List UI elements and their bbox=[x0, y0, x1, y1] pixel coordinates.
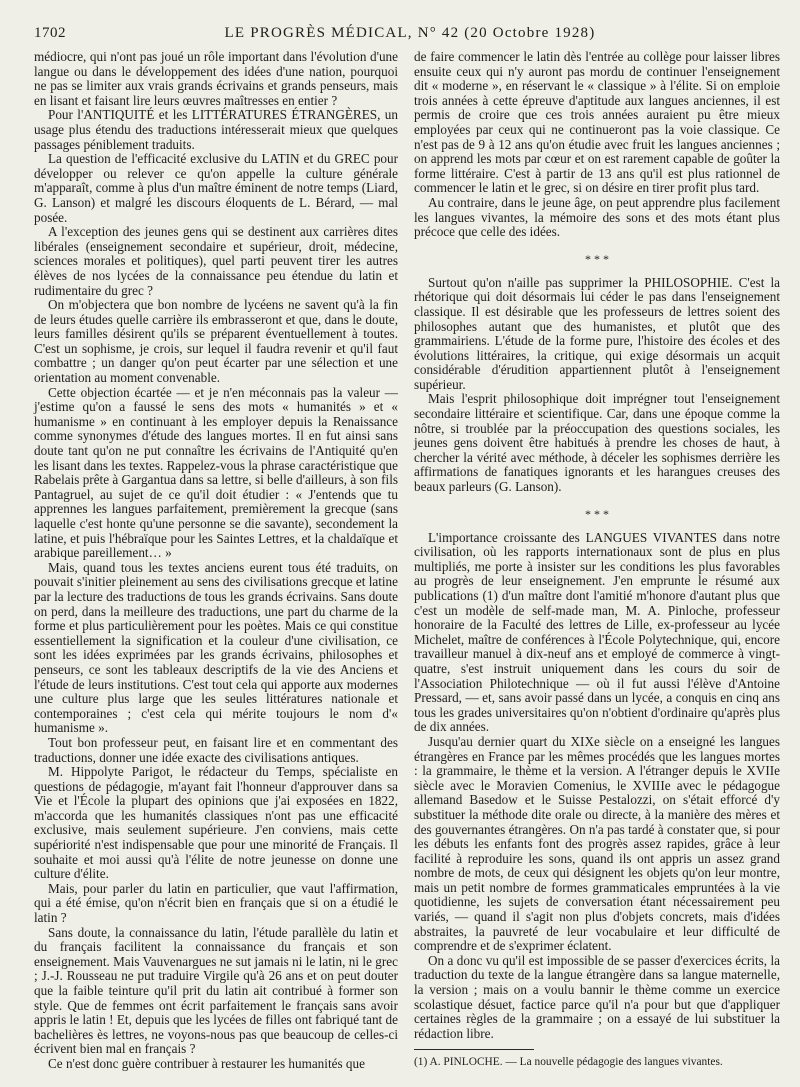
footnote: (1) A. PINLOCHE. — La nouvelle pédagogie des langues vivantes. bbox=[414, 1056, 723, 1069]
paragraph: Cette objection écartée — et je n'en méconnais pas la valeur — j'estime qu'on a faussé le sens des mots « humanités » et « humanisme » en continuant à les employer depuis la Renaissance comme synonymes d'étude des langues mortes. Il en fut ainsi sans doute tant qu'on ne put connaître les écrivains de l'Antiquité qu'en les lisant dans les textes. Rappelez-vous la phrase caractéristique que Rabelais prête à Gargantua dans sa lettre, si belle d'ailleurs, à son fils Pantagruel, au sujet de ce qu'il doit étudier : « J'entends que tu apprennes les langues parfaitement, premièrement la grecque (sans laquelle c'est honte qu'une personne se die savante), secondement la latine, et puis l'hébraïque pour les Saintes Lettres, et la chaldaïque et arabique pareillement… » bbox=[34, 384, 398, 561]
section-separator: * * * bbox=[585, 251, 609, 266]
paragraph: Tout bon professeur peut, en faisant lire et en commentant des traductions, donner une idée exacte des civilisations antiques. bbox=[34, 734, 398, 765]
paragraph: Mais, pour parler du latin en particulier, que vaut l'affirmation, qui a été émise, qu'on n'écrit bien en français que si on a étudié le latin ? bbox=[34, 880, 398, 926]
page-header bbox=[34, 20, 786, 46]
paragraph: de faire commencer le latin dès l'entrée au collège pour laisser libres ensuite ceux qui n'y auront pas mordu de continuer l'enseignement dit « moderne », en réservant le « classique » à l'élite. Si on emploie trois années à cette épreuve d'aptitude aux langues anciennes, il est permis de croire que ces trois années auraient pu être mieux employées par ceux qui ne continueront pas la voie classique. Ce n'est pas de 9 à 12 ans qu'on étudie avec fruit les langues anciennes ; on apprend les mots par cœur et on est rarement capable de goûter la forme littéraire. C'est à partir de 13 ans qu'il est plus rationnel de commencer le latin et le grec, si on désire en tirer profit plus tard. bbox=[414, 49, 780, 196]
paragraph: A l'exception des jeunes gens qui se destinent aux carrières dites libérales (enseignement secondaire et supérieur, droit, médecine, sciences morales et politiques), quel parti peuvent tirer les autres élèves de nos lycées de la connaissance peu étendue du latin et rudimentaire du grec ? bbox=[34, 224, 398, 298]
journal-title: LE PROGRÈS MÉDICAL, N° 42 (20 Octobre 1928) bbox=[224, 24, 596, 41]
paragraph: Mais, quand tous les textes anciens eurent tous été traduits, on pouvait s'initier pleinement au sens des civilisations grecque et latine par la lecture des traductions de tous les grands écrivains. Sans doute on perd, dans la meilleure des traductions, une part du charme de la forme et plus particulièrement pour les poètes. Mais ce qui constitue essentiellement la signification et la couleur d'une civilisation, ce sont les idées exprimées par les grands écrivains, philosophes et penseurs, ce sont les tableaux descriptifs de la vie des Anciens et l'étude de leurs institutions. C'est tout cela qui apporte aux modernes une culture plus large que les seules littératures nationale et contemporaines ; c'est cela qui mérite toujours le nom d'« humanisme ». bbox=[34, 559, 399, 736]
paragraph: Surtout qu'on n'aille pas supprimer la PHILOSOPHIE. C'est la rhétorique qui doit désormais lui céder le pas dans l'enseignement classique. Il est désirable que les professeurs de lettres soient des philosophes autant que des humanistes, et plutôt que des grammairiens. L'étude de la forme pure, l'histoire des écoles et des évolutions littéraires, la critique, qui exige désormais un acquit considérable d'érudition appartiennent plutôt à l'enseignement supérieur. bbox=[414, 274, 780, 392]
paragraph: Jusqu'au dernier quart du XIXe siècle on a enseigné les langues étrangères en France par les mêmes procédés que les langues mortes : la grammaire, le thème et la version. A l'étranger depuis le XVIIe siècle avec le Moravien Comenius, le XVIIIe avec le pédagogue allemand Basedow et le Suisse Pestalozzi, on s'était efforcé d'y substituer la méthode dite orale ou directe, à la manière des mères et des gouvernantes étrangères. On n'a pas tardé à constater que, si pour les débuts les enfants font des progrès assez rapides, grâce à leur facilité à reproduire les sons, quand ils ont appris un assez grand nombre de mots, de ceux qui désignent les objets qu'on leur montre, mais un petit nombre de formes grammaticales empruntées à la vie quotidienne, les sujets de conversation étant nécessairement peu variés, — quand il s'agit non plus d'objets concrets, mais d'idées abstraites, la pauvreté de leur vocabulaire et leur difficulté de comprendre et de s'exprimer éclatent. bbox=[414, 733, 780, 954]
paragraph: La question de l'efficacité exclusive du LATIN et du GREC pour développer ou relever ce qu'on appelle la culture générale m'apparaît, comme à plus d'un maître éminent de notre temps (Liard, G. Lanson) et malgré les discours éloquents de L. Bérard, — mal posée. bbox=[34, 151, 398, 225]
paragraph: Ce n'est donc guère contribuer à restaurer les humanités que bbox=[48, 1055, 365, 1071]
paragraph: Au contraire, dans le jeune âge, on peut apprendre plus facilement les langues vivantes, la mémoire des sons et des mots étant plus précoce que celle des idées. bbox=[414, 194, 780, 240]
page-number: 1702 bbox=[34, 24, 66, 41]
right-column bbox=[414, 50, 780, 1069]
paragraph: L'importance croissante des LANGUES VIVANTES dans notre civilisation, où les rapports internationaux sont de plus en plus multipliés, me porte à insister sur les conditions les plus favorables au progrès de leur enseignement. J'en emprunte le résumé aux publications (1) d'un maître dont l'amitié m'honore d'autant plus que c'est un modèle de self-made man, M. A. Pinloche, professeur honoraire de la Faculté des lettres de Lille, ex-professeur au lycée Michelet, maître de conférences à l'École Polytechnique, qui, encore travailleur manuel à dix-neuf ans et employé de commerce à vingt-quatre, s'est instruit uniquement dans les cours du soir de l'Association Philotechnique — où il fut aussi l'élève d'Antoine Pressard, — et, sans avoir passé dans un lycée, a conquis en cinq ans tous les grades universitaires qu'on n'obtient d'ordinaire qu'après plus de dix années. bbox=[414, 529, 780, 735]
paragraph: M. Hippolyte Parigot, le rédacteur du Temps, spécialiste en questions de pédagogie, m'ayant fait l'honneur d'approuver dans sa Vie et l'École la plupart des opinions que j'ai exposées en 1822, m'accorda que les humanités classiques n'ont pas une efficacité exclusive, mais seulement supérieure. J'en conviens, mais cette supériorité n'est indispensable que pour une minorité de Français. Il souhaite et moi aussi qu'à l'élite de notre jeunesse on donne une culture d'élite. bbox=[34, 764, 398, 882]
section-separator: * * * bbox=[585, 506, 609, 521]
paragraph: Sans doute, la connaissance du latin, l'étude parallèle du latin et du français facilitent la connaissance du français et son enseignement. Mais Vauvenargues ne sut jamais ni le latin, ni le grec ; J.-J. Rousseau ne put traduire Virgile qu'à 26 ans et on peut douter que la faible teinture qu'il prit du latin ait contribué à former son style. Que de femmes ont écrit parfaitement le français sans avoir appris le latin ! Et, depuis que les lycées de filles ont fabriqué tant de bachelières ès lettres, ne voyons-nous pas que beaucoup de celles-ci écrivent bien mal en français ? bbox=[34, 924, 398, 1057]
left-column bbox=[34, 50, 398, 1072]
paragraph: Pour l'ANTIQUITÉ et les LITTÉRATURES ÉTRANGÈRES, un usage plus étendu des traductions intéresserait mieux que quelques passages péniblement traduits. bbox=[34, 107, 398, 152]
paragraph: On m'objectera que bon nombre de lycéens ne savent qu'à la fin de leurs études quelle carrière ils embrasseront et que, dans le doute, leurs familles désirent qu'ils se préparent éventuellement à toutes. C'est un sophisme, je crois, sur lequel il faudra revenir et qu'il faut combattre ; un danger qu'on peut écarter par une sélection et une orientation au moment convenable. bbox=[34, 297, 398, 386]
paragraph: On a donc vu qu'il est impossible de se passer d'exercices écrits, la traduction du texte de la langue étrangère dans sa langue maternelle, la version ; mais on a voulu bannir le thème comme un exercice scolastique désuet, factice parce qu'il n'a pour but que d'appliquer certaines règles de la grammaire ; on a essayé de lui substituer la rédaction libre. bbox=[414, 952, 780, 1041]
paragraph: médiocre, qui n'ont pas joué un rôle important dans l'évolution d'une langue ou dans le développement des idées d'une nation, pourquoi ne pas se limiter aux vrais grands écrivains et grands penseurs, mais en lisant et faisant lire leurs œuvres maîtresses en entier ? bbox=[34, 49, 398, 108]
paragraph: Mais l'esprit philosophique doit imprégner tout l'enseignement secondaire littéraire et scientifique. Car, dans une époque comme la nôtre, si troublée par la préoccupation des questions sociales, les jeunes gens doivent être habitués à prendre les choses de haut, à chercher la vérité avec méthode, à déceler les sophismes derrière les affirmations de fanatiques ignorants et les harangues creuses des beaux parleurs (G. Lanson). bbox=[414, 391, 780, 495]
footnote-rule bbox=[414, 1049, 534, 1050]
